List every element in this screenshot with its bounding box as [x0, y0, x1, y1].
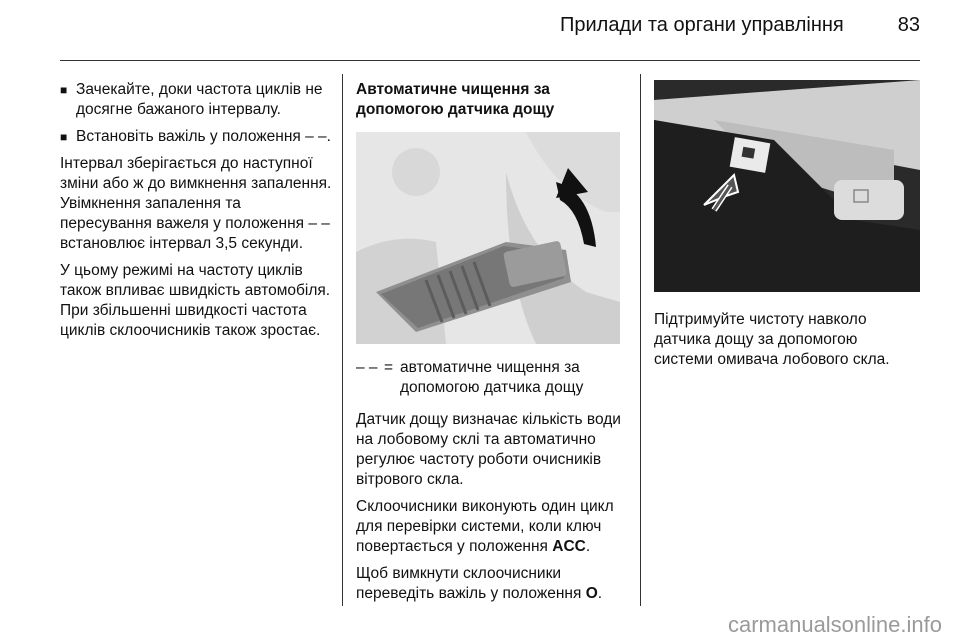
- page-title: Прилади та органи управління: [560, 14, 844, 36]
- page-number: 83: [897, 14, 920, 36]
- column-divider-2: [640, 74, 641, 606]
- paragraph: Підтримуйте чистоту навколо датчика дощу за допомогою системи омивача лобового скла.: [654, 311, 890, 368]
- bullet-icon: ■: [60, 83, 68, 97]
- column-2: [356, 80, 626, 611]
- paragraph: У цьому режимі на частоту циклів також впливає швидкість автомобіля. При збільшенні швидкості частота циклів склоочисників також зростає.: [60, 262, 331, 339]
- paragraph: Датчик дощу визначає кількість води на лобовому склі та автоматично регулює частоту роботи очисників вітрового скла.: [356, 411, 621, 488]
- bullet-text: Зачекайте, доки частота циклів не досягне бажаного інтервалу.: [76, 81, 323, 118]
- watermark: carmanualsonline.info: [727, 612, 942, 637]
- column-divider-1: [342, 74, 343, 606]
- list-item: [60, 80, 336, 120]
- column-3: [654, 80, 920, 377]
- equals: =: [384, 359, 394, 376]
- rain-sensor-illustration: [654, 80, 920, 292]
- header-divider: [60, 60, 920, 61]
- wiper-lever-illustration: [356, 132, 620, 344]
- column-1: [60, 80, 336, 348]
- list-item: [60, 127, 336, 147]
- paragraph: Склоочисники виконують один цикл для перевірки системи, коли ключ повертається у положення ACC.: [356, 498, 614, 555]
- definition-row: [356, 358, 626, 398]
- bullet-text: Встановіть важіль у положення ‒ ‒.: [76, 128, 331, 145]
- symbol: ‒ ‒: [356, 359, 378, 376]
- bullet-icon: ■: [60, 130, 68, 144]
- definition-text: автоматичне чищення за допомогою датчика дощу: [400, 359, 584, 396]
- paragraph: Інтервал зберігається до наступної зміни або ж до вимкнення запалення. Увімкнення запалення та пересування важеля у положення ‒ ‒ встановлює інтервал 3,5 секунди.: [60, 155, 332, 252]
- paragraph: Щоб вимкнути склоочисники переведіть важіль у положення O.: [356, 565, 603, 602]
- section-heading: Автоматичне чищення за допомогою датчика дощу: [356, 81, 555, 118]
